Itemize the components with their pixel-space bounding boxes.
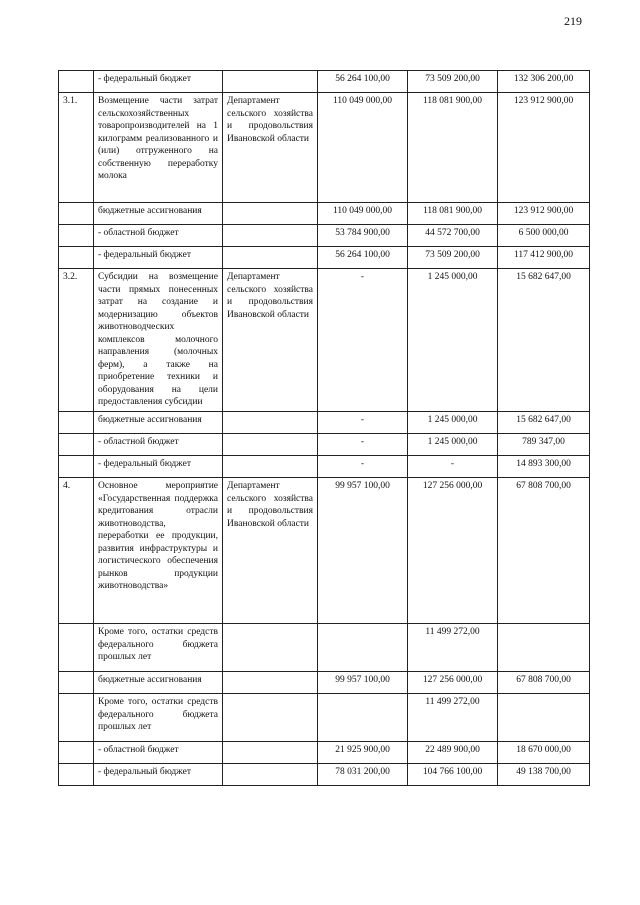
department-cell	[223, 742, 318, 764]
amount-year2-cell: 104 766 100,00	[408, 764, 498, 786]
amount-year1-cell: 56 264 100,00	[318, 71, 408, 93]
table-row	[59, 624, 590, 672]
table-row	[59, 93, 590, 203]
row-number-cell: 3.1.	[59, 93, 94, 203]
amount-year1-cell: -	[318, 456, 408, 478]
row-number-cell	[59, 694, 94, 742]
amount-year1-cell: 110 049 000,00	[318, 93, 408, 203]
table-row	[59, 478, 590, 624]
table-row	[59, 225, 590, 247]
amount-year3-cell: 67 808 700,00	[498, 672, 590, 694]
description-cell: бюджетные ассигнования	[94, 672, 223, 694]
department-cell: Департамент сельского хозяйства и продовольствия Ивановской области	[223, 269, 318, 412]
description-cell: - областной бюджет	[94, 434, 223, 456]
table-row	[59, 434, 590, 456]
amount-year2-cell: 11 499 272,00	[408, 694, 498, 742]
description-cell: - федеральный бюджет	[94, 71, 223, 93]
amount-year2-cell: 73 509 200,00	[408, 71, 498, 93]
table-row	[59, 412, 590, 434]
row-number-cell	[59, 203, 94, 225]
amount-year3-cell	[498, 694, 590, 742]
table-row	[59, 764, 590, 786]
amount-year1-cell: 99 957 100,00	[318, 672, 408, 694]
amount-year3-cell: 15 682 647,00	[498, 269, 590, 412]
amount-year2-cell: -	[408, 456, 498, 478]
amount-year1-cell: -	[318, 434, 408, 456]
department-cell: Департамент сельского хозяйства и продовольствия Ивановской области	[223, 93, 318, 203]
table-row	[59, 672, 590, 694]
amount-year3-cell: 789 347,00	[498, 434, 590, 456]
amount-year1-cell: 56 264 100,00	[318, 247, 408, 269]
description-cell: - областной бюджет	[94, 742, 223, 764]
amount-year1-cell	[318, 624, 408, 672]
table-row	[59, 742, 590, 764]
department-cell	[223, 694, 318, 742]
department-cell: Департамент сельского хозяйства и продовольствия Ивановской области	[223, 478, 318, 624]
amount-year2-cell: 1 245 000,00	[408, 269, 498, 412]
description-cell: - федеральный бюджет	[94, 247, 223, 269]
row-number-cell	[59, 412, 94, 434]
amount-year2-cell: 73 509 200,00	[408, 247, 498, 269]
amount-year2-cell: 44 572 700,00	[408, 225, 498, 247]
department-cell	[223, 672, 318, 694]
amount-year1-cell: -	[318, 412, 408, 434]
table-row	[59, 247, 590, 269]
amount-year2-cell: 118 081 900,00	[408, 93, 498, 203]
table-row	[59, 269, 590, 412]
amount-year1-cell: 53 784 900,00	[318, 225, 408, 247]
table-row	[59, 694, 590, 742]
description-cell: - федеральный бюджет	[94, 764, 223, 786]
amount-year2-cell: 127 256 000,00	[408, 672, 498, 694]
page-number: 219	[564, 14, 582, 28]
amount-year3-cell: 49 138 700,00	[498, 764, 590, 786]
amount-year3-cell: 18 670 000,00	[498, 742, 590, 764]
amount-year3-cell: 117 412 900,00	[498, 247, 590, 269]
amount-year3-cell: 123 912 900,00	[498, 93, 590, 203]
row-number-cell	[59, 764, 94, 786]
row-number-cell	[59, 742, 94, 764]
department-cell	[223, 412, 318, 434]
description-cell: бюджетные ассигнования	[94, 203, 223, 225]
amount-year2-cell: 11 499 272,00	[408, 624, 498, 672]
description-cell: Субсидии на возмещение части прямых понесенных затрат на создание и модернизацию объектов животноводческих комплексов молочного направления (молочных ферм), а также на приобретение техники и оборудования на цели предоставления субсидии	[94, 269, 223, 412]
amount-year2-cell: 118 081 900,00	[408, 203, 498, 225]
row-number-cell	[59, 456, 94, 478]
description-cell: Основное мероприятие «Государственная поддержка кредитования отрасли животноводства, переработки ее продукции, развития инфраструктуры и логистического обеспечения рынков продукции животноводства»	[94, 478, 223, 624]
amount-year1-cell: 110 049 000,00	[318, 203, 408, 225]
department-cell	[223, 71, 318, 93]
description-cell: бюджетные ассигнования	[94, 412, 223, 434]
amount-year3-cell	[498, 624, 590, 672]
amount-year1-cell	[318, 694, 408, 742]
department-cell	[223, 764, 318, 786]
amount-year2-cell: 127 256 000,00	[408, 478, 498, 624]
amount-year2-cell: 22 489 900,00	[408, 742, 498, 764]
amount-year3-cell: 6 500 000,00	[498, 225, 590, 247]
row-number-cell: 4.	[59, 478, 94, 624]
amount-year2-cell: 1 245 000,00	[408, 412, 498, 434]
description-cell: - областной бюджет	[94, 225, 223, 247]
department-cell	[223, 247, 318, 269]
description-cell: - федеральный бюджет	[94, 456, 223, 478]
budget-table	[58, 70, 590, 786]
table-row	[59, 71, 590, 93]
amount-year1-cell: 99 957 100,00	[318, 478, 408, 624]
amount-year2-cell: 1 245 000,00	[408, 434, 498, 456]
amount-year3-cell: 67 808 700,00	[498, 478, 590, 624]
row-number-cell	[59, 434, 94, 456]
amount-year3-cell: 123 912 900,00	[498, 203, 590, 225]
amount-year1-cell: 21 925 900,00	[318, 742, 408, 764]
row-number-cell	[59, 624, 94, 672]
description-cell: Кроме того, остатки средств федерального бюджета прошлых лет	[94, 624, 223, 672]
table-row	[59, 456, 590, 478]
row-number-cell	[59, 247, 94, 269]
amount-year1-cell: -	[318, 269, 408, 412]
table-row	[59, 203, 590, 225]
row-number-cell: 3.2.	[59, 269, 94, 412]
row-number-cell	[59, 71, 94, 93]
department-cell	[223, 203, 318, 225]
description-cell: Кроме того, остатки средств федерального бюджета прошлых лет	[94, 694, 223, 742]
amount-year1-cell: 78 031 200,00	[318, 764, 408, 786]
budget-table-body	[59, 71, 590, 786]
row-number-cell	[59, 225, 94, 247]
row-number-cell	[59, 672, 94, 694]
amount-year3-cell: 14 893 300,00	[498, 456, 590, 478]
amount-year3-cell: 15 682 647,00	[498, 412, 590, 434]
amount-year3-cell: 132 306 200,00	[498, 71, 590, 93]
department-cell	[223, 456, 318, 478]
department-cell	[223, 434, 318, 456]
description-cell: Возмещение части затрат сельскохозяйственных товаропроизводителей на 1 килограмм реализованного и (или) отгруженного на собственную переработку молока	[94, 93, 223, 203]
department-cell	[223, 225, 318, 247]
department-cell	[223, 624, 318, 672]
